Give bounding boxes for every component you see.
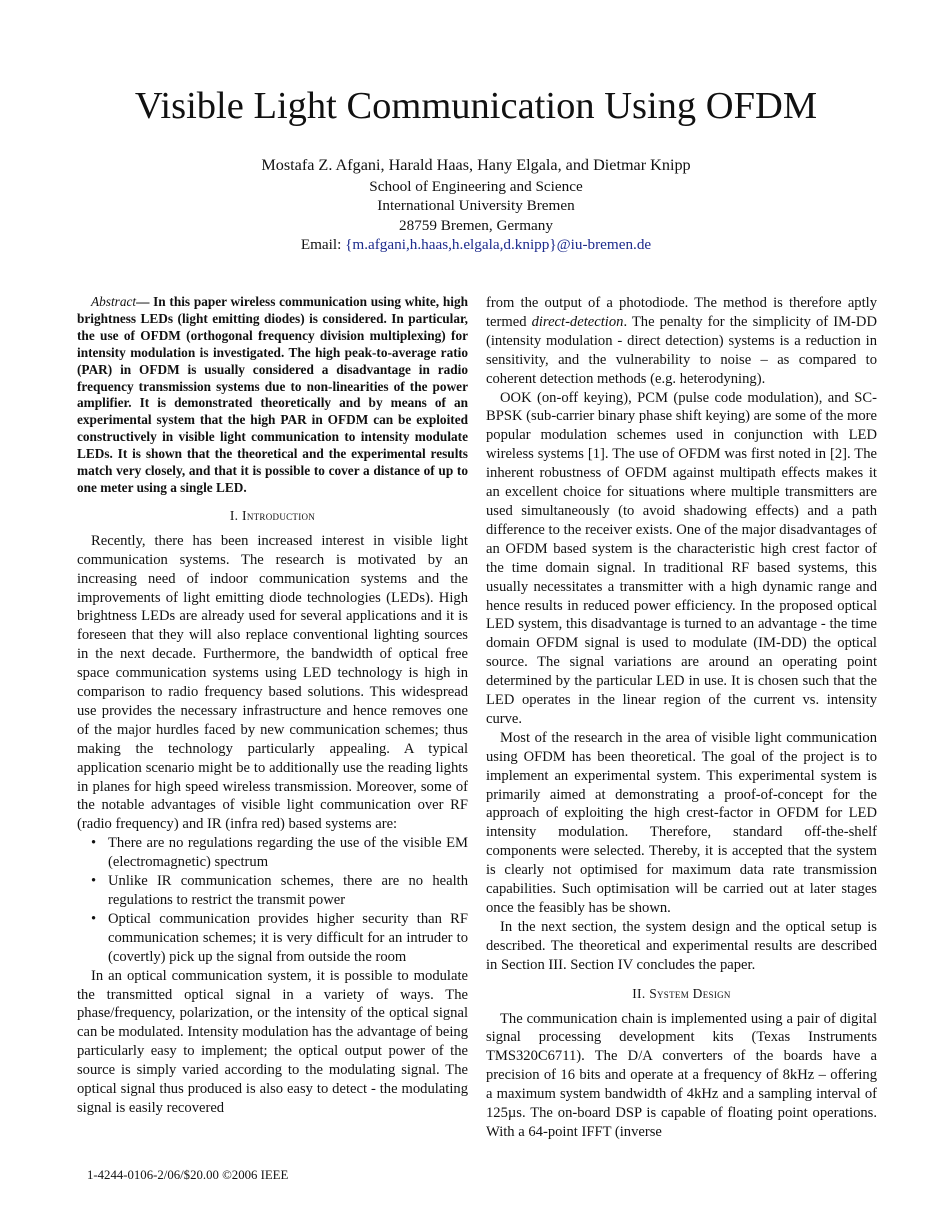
abstract-text: In this paper wireless communication using white, high brightness LEDs (light emitting diodes) is considered. In particular, the use of OFDM (orthogonal frequency division multiplexing) for intensity modulation is investigated. The high peak-to-average ratio (PAR) in OFDM is usually considered a disadvantage in radio frequency transmission systems due to non-linearities of the power amplifier. It is demonstrated theoretically and by means of an experimental system that the high PAR in OFDM can be exploited constructively in visible light communication to intensity modulate LEDs. It is shown that the theoretical and the experimental results match very closely, and that it is possible to cover a distance of up to one meter using a single LED. [77,294,468,495]
abstract-label: Abstract [91,294,137,309]
email-label: Email: [300,236,346,253]
affiliation-line: School of Engineering and Science [369,177,583,195]
list-item: • There are no regulations regarding the use of the visible EM (electromagnetic) spectrum [77,834,468,872]
text-run: . The penalty for the simplicity of IM-DD (intensity modulation - direct detection) systems is a reduction in sensitivity, and the vulnerability to noise – as compared to coherent detection methods (e.g. heterodyning). [486,313,877,387]
paragraph: The communication chain is implemented using a pair of digital signal processing development kits (Texas Instruments TMS320C6711). The D/A converters of the boards have a precision of 16 bits and operate at a frequency of 8kHz – offering a maximum system bandwidth of 4kHz and a sampling interval of 125µs. The on-board DSP is capable of floating point operations. With a 64-point IFFT (inverse [486,1010,877,1140]
paragraph: Recently, there has been increased interest in visible light communication systems. The research is motivated by an increasing need of indoor communication systems and the improvements of light emitting diode technologies (LEDs). High brightness LEDs are already used for several applications and it is foreseen that they will also replace conventional lighting sources in the next decade. Furthermore, the bandwidth of optical free space communication systems using LED technology is high in comparison to radio frequency based solutions. This widespread use provides the necessary infrastructure and hence removes one of the major hurdles faced by new communication schemes; thus making the technology particularly appealing. A typical application scenario might be to additionally use the reading lights in planes for high speed wireless transmission. Moreover, some of the notable advantages of visible light communication over RF (radio frequency) and IR (infra red) based systems are: [77,532,468,833]
emphasis: direct-detection [531,313,624,330]
section-heading-system-design: II. System Design [632,985,731,1001]
email-link[interactable]: {m.afgani,h.haas,h.elgala,d.knipp}@iu-bremen.de [345,236,652,253]
paragraph: OOK (on-off keying), PCM (pulse code modulation), and SC-BPSK (sub-carrier binary phase shift keying) are some of the more popular modulation schemes used in conjunction with LED wireless systems [1]. The use of OFDM was first noted in [2]. The inherent robustness of OFDM against multipath effects makes it an excellent choice for situations where multiple transmitters are used simultaneously (to avoid shadowing effects) and a path difference to the receiver exists. One of the major disadvantages of an OFDM based system is the characteristic high crest factor of the time domain signal. In traditional RF based systems, this usually necessitates a transmitter with a high dynamic range and hence results in reduced power efficiency. In the proposed optical LED system, this disadvantage is turned to an advantage - the time domain OFDM signal is used to modulate (IM-DD) the optical source. The signal variations are around an operating point determined by the particular LED in use. It is chosen such that the LED operates in the linear region of the current vs. intensity curve. [486,389,877,727]
paper-title: Visible Light Communication Using OFDM [134,85,818,127]
right-column [486,294,877,1142]
paragraph: In the next section, the system design and the optical setup is described. The theoretical and experimental results are described in Section III. Section IV concludes the paper. [486,918,877,973]
section-heading-introduction: I. Introduction [229,507,316,523]
abstract-dash: — [136,294,150,309]
paragraph [486,294,877,389]
affiliation-line: 28759 Bremen, Germany [399,216,553,234]
list-item: • Unlike IR communication schemes, there are no health regulations to restrict the transmit power [77,872,468,910]
text-run: from the output of a photodiode. The method is therefore aptly termed [486,295,877,330]
author-block [0,156,952,255]
paragraph: Most of the research in the area of visible light communication using OFDM has been theoretical. The goal of the project is to implement an experimental system. This experimental system is primarily aimed at demonstrating a proof-of-concept for the approach of exploiting the high crest-factor in OFDM for LED intensity modulation. Therefore, standard off-the-shelf components were selected. Thereby, it is accepted that the system is clearly not optimised for maximum data rate transmission capabilities. Such optimisation will be carried out at later stages once the feasibly has be shown. [486,729,877,916]
email-line [0,235,952,255]
affiliation-line: International University Bremen [377,197,575,214]
copyright-footer: 1-4244-0106-2/06/$20.00 ©2006 IEEE [87,1168,289,1182]
author-names: Mostafa Z. Afgani, Harald Haas, Hany Elgala, and Dietmar Knipp [261,156,691,174]
list-item: • Optical communication provides higher security than RF communication schemes; it is very difficult for an intruder to (covertly) pick up the signal from outside the room [77,910,468,967]
left-column [77,294,468,1118]
abstract [77,294,468,497]
paragraph: In an optical communication system, it is possible to modulate the transmitted optical signal in a variety of ways. The phase/frequency, polarization, or the intensity of the optical signal can be modulated. Intensity modulation has the advantage of being particularly easy to implement; the optical output power of the source is simply varied according to the modulating signal. The optical signal thus produced is also easy to detect - the modulating signal is easily recovered [77,967,468,1116]
advantages-list [77,834,468,966]
